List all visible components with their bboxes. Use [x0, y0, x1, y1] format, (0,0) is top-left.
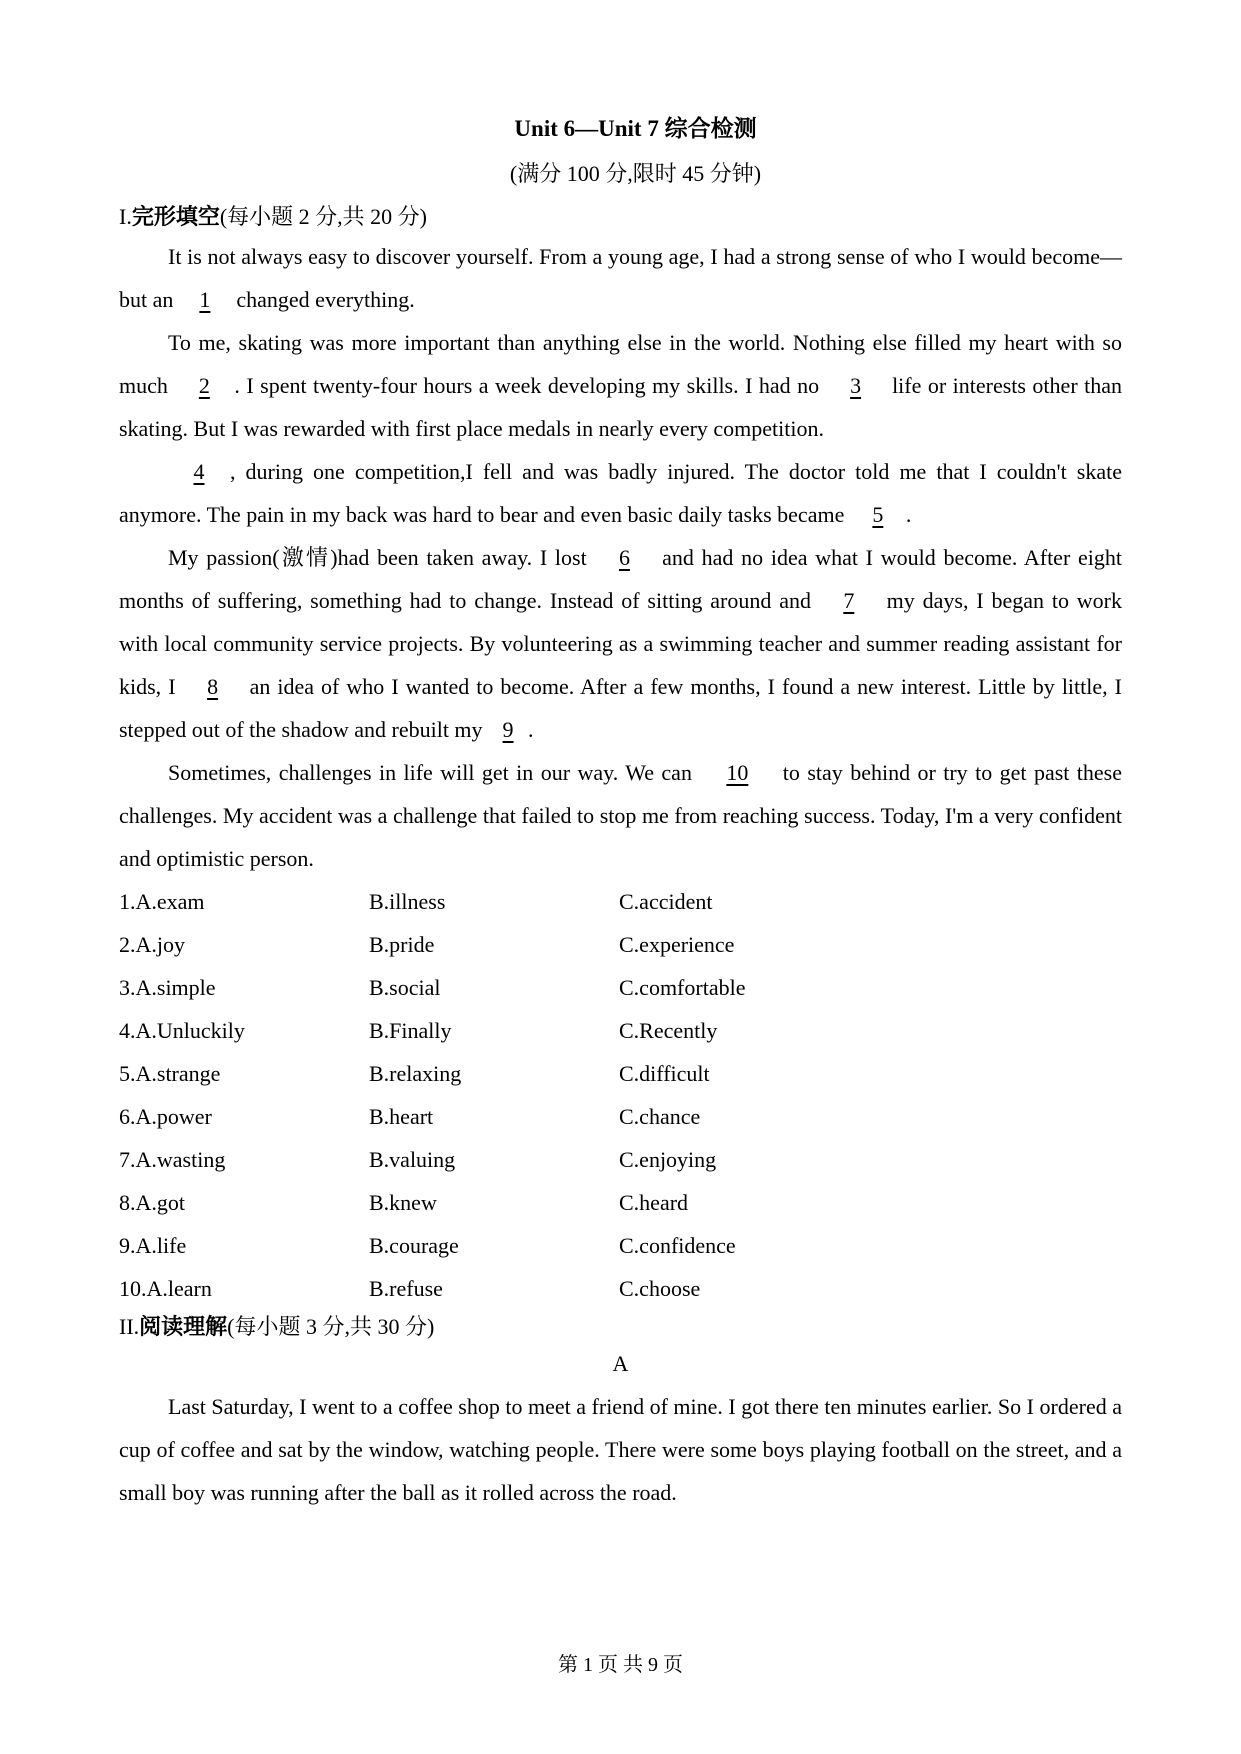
section-points: (每小题 2 分,共 20 分) — [219, 204, 427, 229]
blank-2: 2 — [198, 373, 210, 398]
option-a: 1.A.exam — [119, 889, 205, 914]
section-points: (每小题 3 分,共 30 分) — [227, 1314, 435, 1339]
cloze-paragraph-4 — [119, 536, 1122, 751]
paragraph-text: changed everything. — [230, 287, 415, 312]
cloze-paragraph-3 — [119, 450, 1122, 536]
option-c: C.chance — [619, 1104, 701, 1129]
option-b: B.heart — [369, 1104, 434, 1129]
option-row — [119, 966, 1122, 1009]
paragraph-text: . — [528, 717, 534, 742]
option-b: B.illness — [369, 889, 446, 914]
cloze-paragraph-5 — [119, 751, 1122, 880]
section-reading-heading — [119, 1312, 1122, 1342]
option-row — [119, 1009, 1122, 1052]
blank-7: 7 — [843, 588, 855, 613]
option-row — [119, 880, 1122, 923]
paragraph-text: to stay behind or try to get past these challenges. My accident was a challenge that failed to stop me from reaching success. Today, I'm a very confident and optimistic person. — [119, 760, 1123, 871]
paragraph-text: my days, I began to work with local community service projects. By volunteering as a swimming teacher and summer reading assistant for kids, I — [119, 588, 1122, 699]
section-name: 完形填空 — [131, 204, 220, 229]
option-a: 5.A.strange — [119, 1061, 221, 1086]
answer-options — [119, 880, 1122, 1310]
option-a: 7.A.wasting — [119, 1147, 226, 1172]
paragraph-text: Sometimes, challenges in life will get in our way. We can — [168, 760, 700, 785]
option-a: 2.A.joy — [119, 932, 185, 957]
blank-5: 5 — [872, 502, 884, 527]
paragraph-text: , during one competition,I fell and was badly injured. The doctor told me that I couldn't skate anymore. The pain in my back was hard to bear and even basic daily tasks became — [119, 459, 1122, 527]
option-a: 9.A.life — [119, 1233, 187, 1258]
option-a: 10.A.learn — [119, 1276, 212, 1301]
option-c: C.difficult — [619, 1061, 710, 1086]
option-c: C.heard — [619, 1190, 689, 1215]
option-b: B.refuse — [369, 1276, 443, 1301]
blank-9: 9 — [502, 717, 514, 742]
paragraph-text: and had no idea what I would become. After eight months of suffering, something had to change. Instead of sitting around and — [119, 545, 1122, 613]
option-b: B.courage — [369, 1233, 459, 1258]
option-a: 4.A.Unluckily — [119, 1018, 245, 1043]
paragraph-text: My passion(激情)had been taken away. I lost — [168, 545, 595, 570]
paragraph-text: life or interests other than skating. But I was rewarded with first place medals in nearly every competition. — [119, 373, 1122, 441]
option-a: 3.A.simple — [119, 975, 216, 1000]
option-row — [119, 1267, 1122, 1310]
paragraph-text: an idea of who I wanted to become. After a few months, I found a new interest. Little by little, I stepped out of the shadow and rebuilt my — [119, 674, 1123, 742]
blank-10: 10 — [726, 760, 749, 785]
paragraph-text: To me, skating was more important than anything else in the world. Nothing else filled my heart with so much — [119, 330, 1122, 398]
option-c: C.choose — [619, 1276, 701, 1301]
section-number: II. — [119, 1314, 140, 1339]
option-row — [119, 1052, 1122, 1095]
option-b: B.knew — [369, 1190, 437, 1215]
option-a: 8.A.got — [119, 1190, 185, 1215]
section-number: I. — [119, 204, 132, 229]
paragraph-text: . I spent twenty-four hours a week developing my skills. I had no — [234, 373, 826, 398]
option-c: C.Recently — [619, 1018, 718, 1043]
cloze-paragraph-2 — [119, 321, 1122, 450]
paragraph-text: . — [905, 502, 912, 527]
blank-1: 1 — [199, 287, 211, 312]
section-name: 阅读理解 — [139, 1314, 228, 1339]
option-c: C.experience — [619, 932, 735, 957]
option-row — [119, 1138, 1122, 1181]
blank-3: 3 — [850, 373, 862, 398]
cloze-paragraph-1 — [119, 235, 1122, 321]
page-footer: 第 1 页 共 9 页 — [558, 1654, 683, 1676]
option-row — [119, 1181, 1122, 1224]
paragraph-text: It is not always easy to discover yourself. From a young age, I had a strong sense of who I would become—but an — [119, 244, 1122, 312]
option-c: C.comfortable — [619, 975, 746, 1000]
section-cloze-heading — [119, 202, 1122, 232]
exam-subtitle: (满分 100 分,限时 45 分钟) — [509, 161, 762, 186]
option-row — [119, 923, 1122, 966]
option-c: C.enjoying — [619, 1147, 717, 1172]
page-content — [119, 114, 1122, 1514]
option-b: B.Finally — [369, 1018, 452, 1043]
option-b: B.social — [369, 975, 441, 1000]
option-c: C.confidence — [619, 1233, 736, 1258]
reading-paragraph: Last Saturday, I went to a coffee shop to meet a friend of mine. I got there ten minutes earlier. So I ordered a cup of coffee and sat by the window, watching people. There were some boys playing football on the street, and a small boy was running after the ball as it rolled across the road. — [119, 1394, 1122, 1505]
blank-4: 4 — [193, 459, 205, 484]
option-row — [119, 1224, 1122, 1267]
passage-label: A — [612, 1351, 629, 1376]
option-row — [119, 1095, 1122, 1138]
option-b: B.relaxing — [369, 1061, 462, 1086]
exam-title: Unit 6—Unit 7 综合检测 — [514, 116, 757, 141]
option-b: B.pride — [369, 932, 435, 957]
blank-8: 8 — [207, 674, 219, 699]
option-c: C.accident — [619, 889, 713, 914]
option-b: B.valuing — [369, 1147, 456, 1172]
option-a: 6.A.power — [119, 1104, 212, 1129]
blank-6: 6 — [618, 545, 630, 570]
